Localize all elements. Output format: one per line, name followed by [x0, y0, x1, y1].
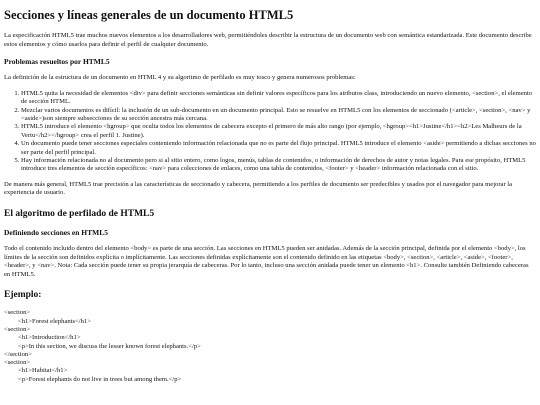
code-line: </section>: [4, 350, 32, 358]
list-item: 2. Mezclar varios documentos es difícil: la inclusión de un sub-documento en un documento principal. Esto se resuelve en HTML5 con los elementos de seccionado (<article>, <section>, <nav> y <aside>)son siempre subsecciones de su sección ancestra más cercana.: [21, 107, 536, 124]
list-item: 4. Un documento puede tener secciones especiales conteniendo información relacionada que no es parte del flujo principal. HTML5 introduce el elemento <aside> permitiendo a dichas secciones no ser parte del perfil principal.: [21, 140, 536, 157]
code-line: <section>: [4, 309, 31, 317]
code-example: [4, 309, 536, 384]
algorithm-heading: El algoritmo de perfilado de HTML5: [4, 209, 155, 220]
example-heading: Ejemplo:: [4, 290, 42, 301]
problems-heading: Problemas resueltos por HTML5: [4, 57, 110, 67]
list-item: 3. HTML5 introduce el elemento <hgroup> que oculta todos los elementos de cabecera excepto el primero de más alto rango (por ejemplo, <hgroup><h1>Justine</h1><h2>Les Malheurs de la Vertu</h2></hgroup> crea el perfil 1. Justine).: [21, 123, 536, 140]
code-line: <section>: [4, 359, 31, 367]
code-line: <h1>Forest elephants</h1>: [18, 317, 91, 325]
intro-paragraph: La especificación HTML5 trae muchos nuevos elementos a los desarrolladores web, permitiéndoles describir la estructura de un documento web con semántica estandarizada. Este documento describe estos elementos y cómo usarlos para definir el perfil de cualquier documento.: [4, 32, 532, 48]
code-line: <p>Forest elephants do not live in trees but among them.</p>: [18, 375, 182, 383]
list-item: 1. HTML5 quita la necesidad de elementos <div> para definir secciones semánticas sin definir valores específicos para los atributos class, introduciendo un nuevo elemento, <section>, el elemento de sección HTML.: [21, 90, 536, 107]
list-item: 5. Hay información relacionada no al documento pero si al sitio entero, como logos, menús, tablas de contenidos, o información de derechos de autor y notas legales. Para ese propósito, HTML5 introduce tres elementos de sección específicos: <nav> para colecciones de enlaces, como una tabla de contenidos, <footer> y <header> información relacionada con el sitio.: [21, 157, 536, 174]
code-line: <h1>Introduction</h1>: [18, 334, 81, 342]
code-line: <section>: [4, 326, 31, 333]
code-line: <h1>Habitat</h1>: [18, 367, 68, 375]
problems-lead: La definición de la estructura de un documento en HTML 4 y su algoritmo de perfilado es muy tosco y genera numerosos problemas:: [4, 74, 356, 82]
page-title: Secciones y líneas generales de un documento HTML5: [4, 8, 294, 22]
code-line: <p>In this section, we discuss the lesser known forest elephants.</p>: [18, 342, 201, 350]
problems-closing: De manera más general, HTML5 trae precisión a las características de seccionado y cabecera, permitiendo a los perfiles de documento ser predecibles y usados por el navegador para mejorar la experiencia de usuario.: [4, 180, 513, 197]
problems-list: [4, 90, 536, 174]
defining-sections-heading: Definiendo secciones en HTML5: [4, 228, 108, 238]
algorithm-paragraph: Todo el contenido incluido dentro del elemento <body> es parte de una sección. Las secciones en HTML5 pueden ser anidadas. Además de la sección principal, definida por el elemento <body>, los límites de la sección son definidos explícita o implícitamente. Las secciones definidas explícitamente son el contenido definido en las etiquetas <body>, <section>, <article>, <aside>, <footer>, <header>, y <nav>. Nota: Cada sección puede tener su propia jerarquía de cabeceras. Por lo tanto, incluso una sección anidada puede tener un elemento <h1>. Consulte también Definiendo cabeceras en HTML5.: [4, 245, 529, 278]
